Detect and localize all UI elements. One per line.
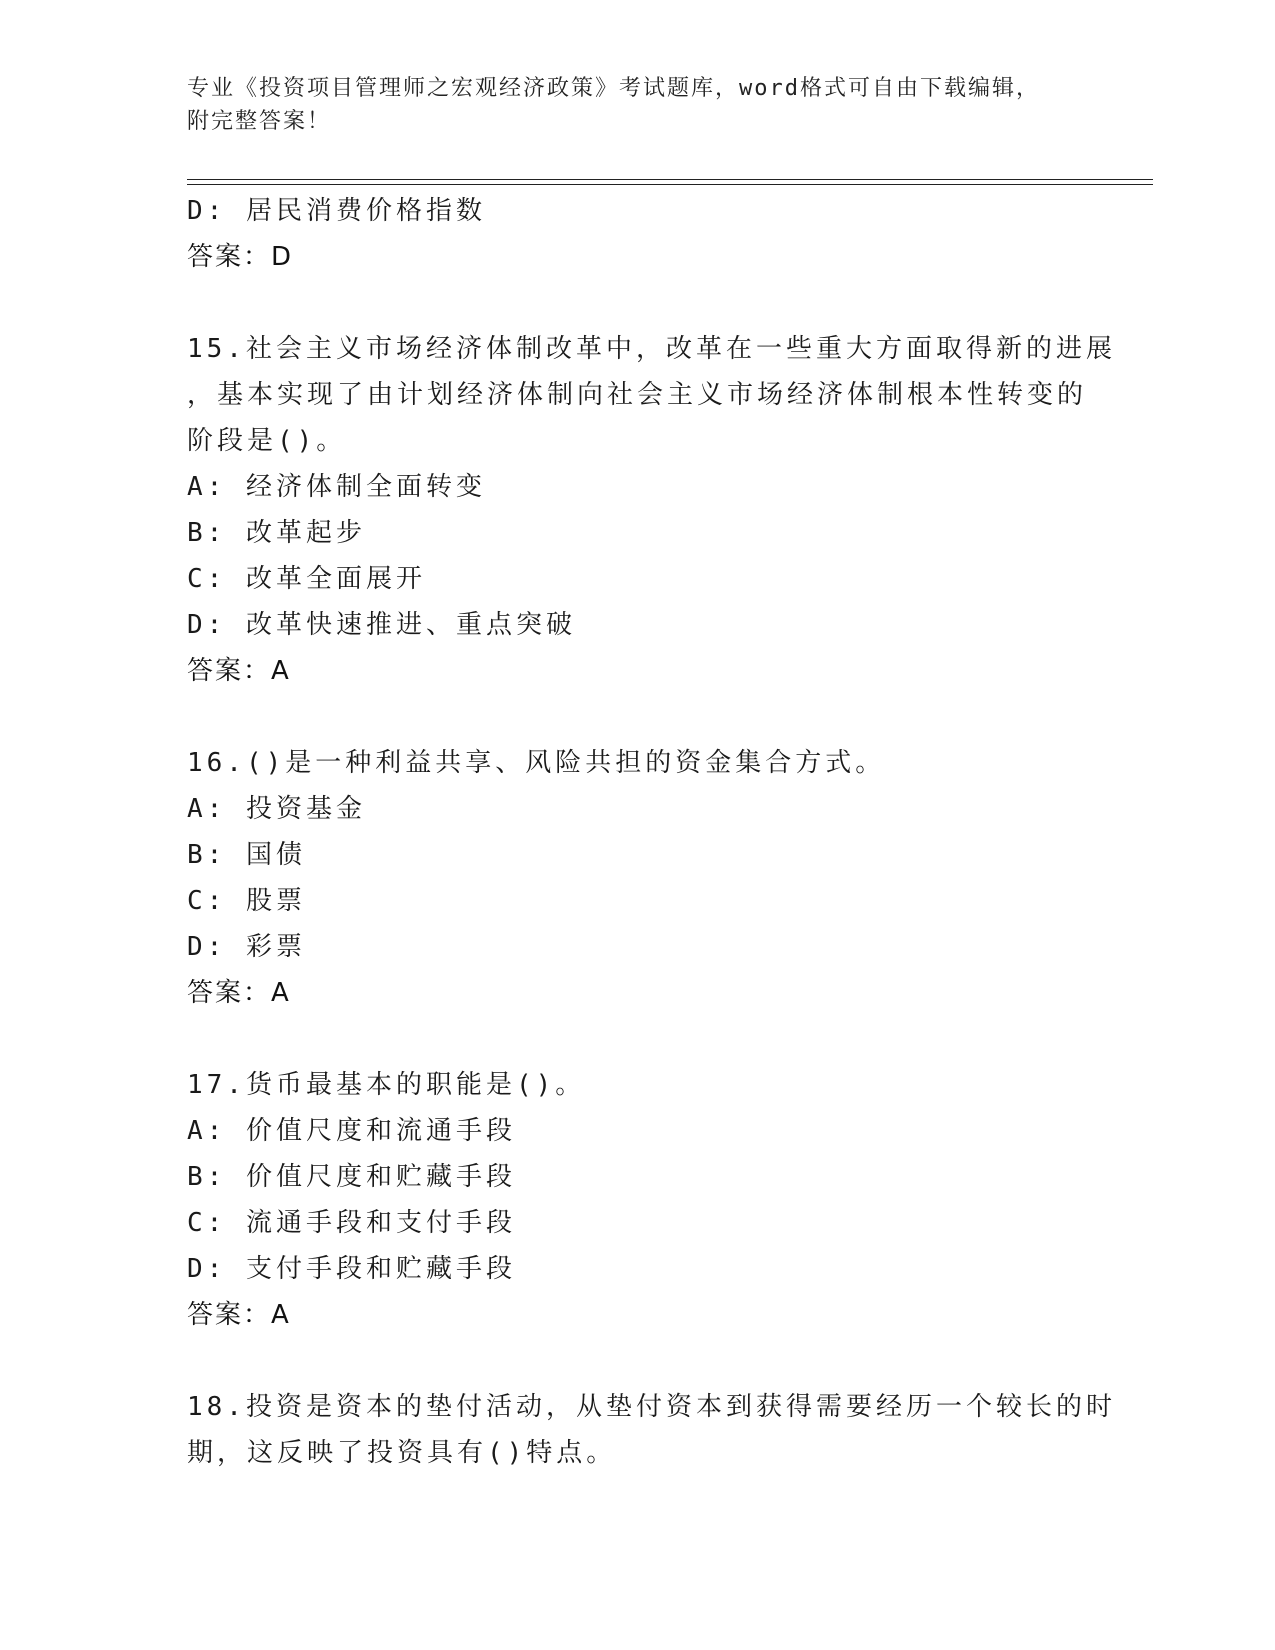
option-c: C: 股票 xyxy=(187,886,306,916)
question-stem: 期，这反映了投资具有()特点。 xyxy=(187,1438,617,1468)
answer: 答案：A xyxy=(187,656,291,686)
question-stem: 15.社会主义市场经济体制改革中，改革在一些重大方面取得新的进展 xyxy=(187,334,1116,364)
question-stem: ，基本实现了由计划经济体制向社会主义市场经济体制根本性转变的 xyxy=(187,380,1088,410)
question-16 xyxy=(187,740,1087,1016)
option-d: D: 改革快速推进、重点突破 xyxy=(187,610,576,640)
answer: 答案：A xyxy=(187,978,291,1008)
answer: 答案：A xyxy=(187,1300,291,1330)
header-line-1: 专业《投资项目管理师之宏观经济政策》考试题库，word格式可自由下载编辑， xyxy=(187,76,1040,101)
question-15 xyxy=(187,326,1116,694)
option-d: D: 彩票 xyxy=(187,932,306,962)
option-b: B: 价值尺度和贮藏手段 xyxy=(187,1162,516,1192)
question-content xyxy=(187,188,1116,1476)
option-d: D: 居民消费价格指数 xyxy=(187,196,486,226)
option-b: B: 改革起步 xyxy=(187,518,366,548)
option-a: A: 投资基金 xyxy=(187,794,366,824)
option-d: D: 支付手段和贮藏手段 xyxy=(187,1254,516,1284)
header-divider-bottom xyxy=(187,184,1153,185)
question-stem: 阶段是()。 xyxy=(187,426,347,456)
option-c: C: 改革全面展开 xyxy=(187,564,426,594)
question-stem: 16.()是一种利益共享、风险共担的资金集合方式。 xyxy=(187,748,886,778)
document-header xyxy=(187,72,1067,138)
header-divider-top xyxy=(187,179,1153,180)
option-a: A: 经济体制全面转变 xyxy=(187,472,486,502)
option-c: C: 流通手段和支付手段 xyxy=(187,1208,516,1238)
partial-question xyxy=(187,188,1087,280)
option-a: A: 价值尺度和流通手段 xyxy=(187,1116,516,1146)
answer: 答案：D xyxy=(187,242,294,272)
option-b: B: 国债 xyxy=(187,840,306,870)
question-18 xyxy=(187,1384,1116,1476)
question-stem: 17.货币最基本的职能是()。 xyxy=(187,1070,586,1100)
question-17 xyxy=(187,1062,1087,1338)
question-stem: 18.投资是资本的垫付活动，从垫付资本到获得需要经历一个较长的时 xyxy=(187,1392,1116,1422)
header-line-2: 附完整答案！ xyxy=(187,109,332,134)
